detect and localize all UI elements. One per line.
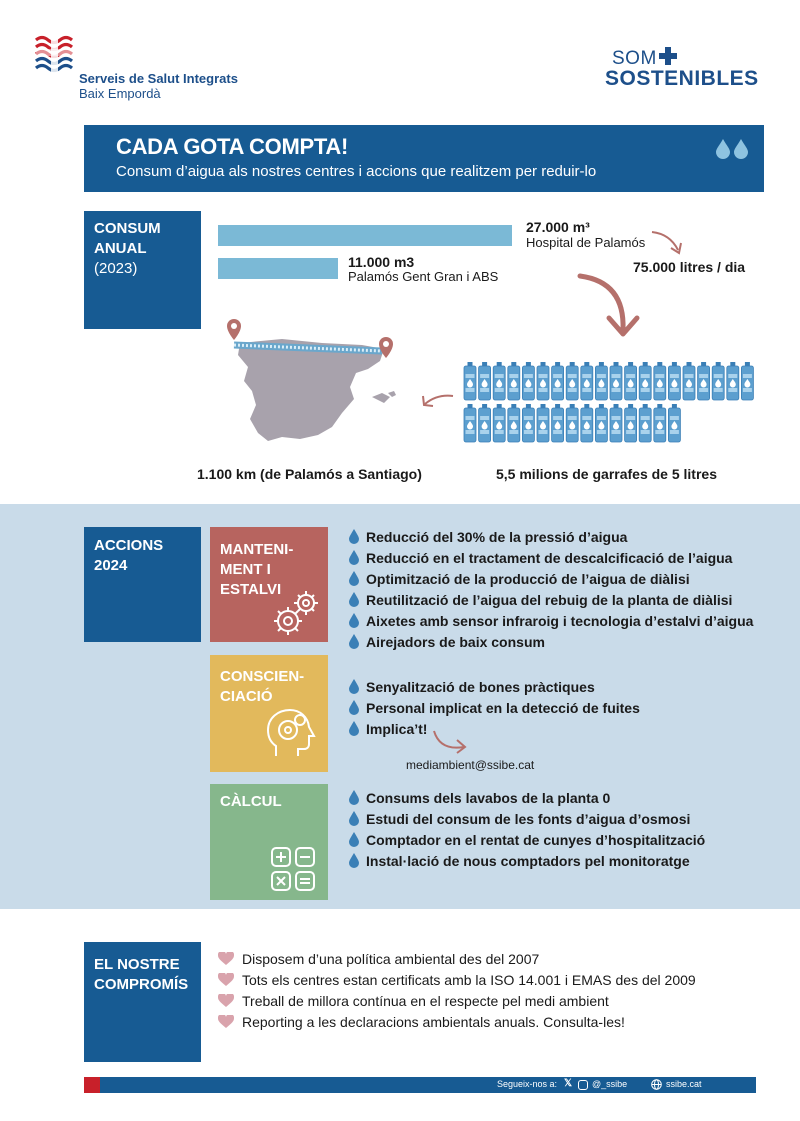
list-item: Optimització de la producció de l’aigua de diàlisi <box>348 568 753 589</box>
head-gear-icon <box>262 706 318 762</box>
list-item: Implica’t! <box>348 718 640 739</box>
spain-map <box>222 315 412 465</box>
footer-follow-label: Segueix-nos a: <box>497 1079 558 1089</box>
bar-hospital-value: 27.000 m³ <box>526 219 590 235</box>
bottle-icon <box>712 362 724 400</box>
drop-icon <box>348 811 360 826</box>
list-item: Instal·lació de nous comptadors pel monitoratge <box>348 850 705 871</box>
bottle-icon <box>566 362 578 400</box>
drop-icon <box>348 634 360 649</box>
drop-icon <box>348 550 360 565</box>
list-item: Reporting a les declaracions ambientals anuals. Consulta-les! <box>218 1011 696 1032</box>
bottle-icon <box>552 404 564 442</box>
bottle-icon <box>610 404 622 442</box>
social-handle[interactable]: @_ssibe <box>592 1079 628 1089</box>
accions-title: ACCIONS 2024 <box>94 537 164 574</box>
page-title: CADA GOTA COMPTA! <box>116 134 348 159</box>
bottle-icon <box>566 404 578 442</box>
x-icon[interactable]: 𝕏 <box>564 1078 573 1089</box>
bottle-icon <box>522 362 534 400</box>
heart-icon <box>218 973 234 987</box>
bottle-icon <box>595 404 607 442</box>
list-item: Reducció en el tractament de descalcificació de l’aigua <box>348 547 753 568</box>
website-link[interactable]: ssibe.cat <box>666 1079 702 1089</box>
bar-hospital-label: Hospital de Palamós <box>526 235 646 250</box>
bottle-icon <box>625 362 637 400</box>
campaign-som: SOM <box>612 48 657 69</box>
bottle-icon <box>741 362 753 400</box>
bottle-icon <box>683 362 695 400</box>
drop-icon <box>348 790 360 805</box>
compromis-list <box>218 948 696 1032</box>
drop-icon <box>348 592 360 607</box>
org-name: Serveis de Salut Integrats <box>79 71 238 86</box>
list-item: Consums dels lavabos de la planta 0 <box>348 787 705 808</box>
campaign-sostenibles: SOSTENIBLES <box>605 67 759 90</box>
list-calcul <box>348 787 705 871</box>
bar-hospital <box>218 225 512 246</box>
curved-arrow-big-icon <box>575 270 645 340</box>
drop-icon <box>348 853 360 868</box>
curved-arrow-icon <box>430 727 470 757</box>
drop-icon <box>348 529 360 544</box>
bottle-icon <box>581 404 593 442</box>
calculator-icon <box>266 842 322 898</box>
list-item: Disposem d’una política ambiental des del 2007 <box>218 948 696 969</box>
page-subtitle: Consum d’aigua als nostres centres i accions que realitzem per reduir-lo <box>116 163 597 180</box>
list-item: Aixetes amb sensor infraroig i tecnologia d’estalvi d’aigua <box>348 610 753 631</box>
bar-gent-gran-value: 11.000 m3 <box>348 254 415 270</box>
water-drops-icon <box>714 137 750 159</box>
drop-icon <box>348 832 360 847</box>
footer-accent <box>84 1077 100 1093</box>
bottle-icon <box>727 362 739 400</box>
bottle-icon <box>654 362 666 400</box>
bar-gent-gran <box>218 258 338 279</box>
list-conscienciacio <box>348 676 640 739</box>
drop-icon <box>348 700 360 715</box>
bottle-icon <box>464 404 476 442</box>
compromis-title: EL NOSTRE COMPROMÍS <box>94 956 189 993</box>
globe-icon <box>651 1079 662 1090</box>
category-calcul-title: CÀLCUL <box>220 793 282 810</box>
bottle-icon <box>493 362 505 400</box>
bottle-icon <box>581 362 593 400</box>
bottle-icon <box>479 404 491 442</box>
drop-icon <box>348 613 360 628</box>
bottle-icon <box>610 362 622 400</box>
heart-icon <box>218 1015 234 1029</box>
list-item: Personal implicat en la detecció de fuites <box>348 697 640 718</box>
bottle-icon <box>668 404 680 442</box>
gears-icon <box>268 585 324 641</box>
bottle-icon <box>639 404 651 442</box>
list-item: Reducció del 30% de la pressió d’aigua <box>348 526 753 547</box>
map-caption: 1.100 km (de Palamós a Santiago) <box>197 466 422 482</box>
heart-icon <box>218 994 234 1008</box>
curved-arrow-icon <box>648 228 690 258</box>
bottle-icon <box>493 404 505 442</box>
pin-icon <box>227 319 241 340</box>
category-manteniment-title: MANTENI-MENT I ESTALVI <box>220 541 294 598</box>
bottle-icon <box>552 362 564 400</box>
bottle-icon <box>522 404 534 442</box>
drop-icon <box>348 721 360 736</box>
ssibe-logo-icon <box>34 32 76 76</box>
drop-icon <box>348 679 360 694</box>
list-manteniment <box>348 526 753 652</box>
consum-title: CONSUM ANUAL <box>94 220 161 257</box>
bar-gent-gran-label: Palamós Gent Gran i ABS <box>348 269 499 284</box>
arrow-left-icon <box>417 390 457 412</box>
bottle-icon <box>698 362 710 400</box>
org-subtitle: Baix Empordà <box>79 86 161 101</box>
drop-icon <box>348 571 360 586</box>
list-item: Senyalització de bones pràctiques <box>348 676 640 697</box>
bottle-icon <box>668 362 680 400</box>
bottle-icon <box>625 404 637 442</box>
bottle-icon <box>479 362 491 400</box>
contact-email[interactable]: mediambient@ssibe.cat <box>406 758 535 772</box>
list-item: Treball de millora contínua en el respecte pel medi ambient <box>218 990 696 1011</box>
bottle-icon <box>537 404 549 442</box>
liters-per-day: 75.000 litres / dia <box>633 259 746 275</box>
bottle-icon <box>654 404 666 442</box>
bottle-icon <box>595 362 607 400</box>
list-item: Airejadors de baix consum <box>348 631 753 652</box>
list-item: Comptador en el rentat de cunyes d’hospitalització <box>348 829 705 850</box>
instagram-icon[interactable] <box>578 1080 588 1090</box>
bottle-icon <box>537 362 549 400</box>
bottle-caption: 5,5 milions de garrafes de 5 litres <box>496 466 717 482</box>
category-conscienciacio-title: CONSCIEN-CIACIÓ <box>220 668 305 705</box>
bottles-illustration <box>462 360 758 450</box>
heart-icon <box>218 952 234 966</box>
bottle-icon <box>508 404 520 442</box>
bottle-icon <box>639 362 651 400</box>
list-item: Estudi del consum de les fonts d’aigua d’osmosi <box>348 808 705 829</box>
consum-year: (2023) <box>94 260 138 277</box>
list-item: Tots els centres estan certificats amb la ISO 14.001 i EMAS des del 2009 <box>218 969 696 990</box>
bottle-icon <box>508 362 520 400</box>
list-item: Reutilització de l’aigua del rebuig de la planta de diàlisi <box>348 589 753 610</box>
plus-icon <box>658 46 678 66</box>
bottle-icon <box>464 362 476 400</box>
